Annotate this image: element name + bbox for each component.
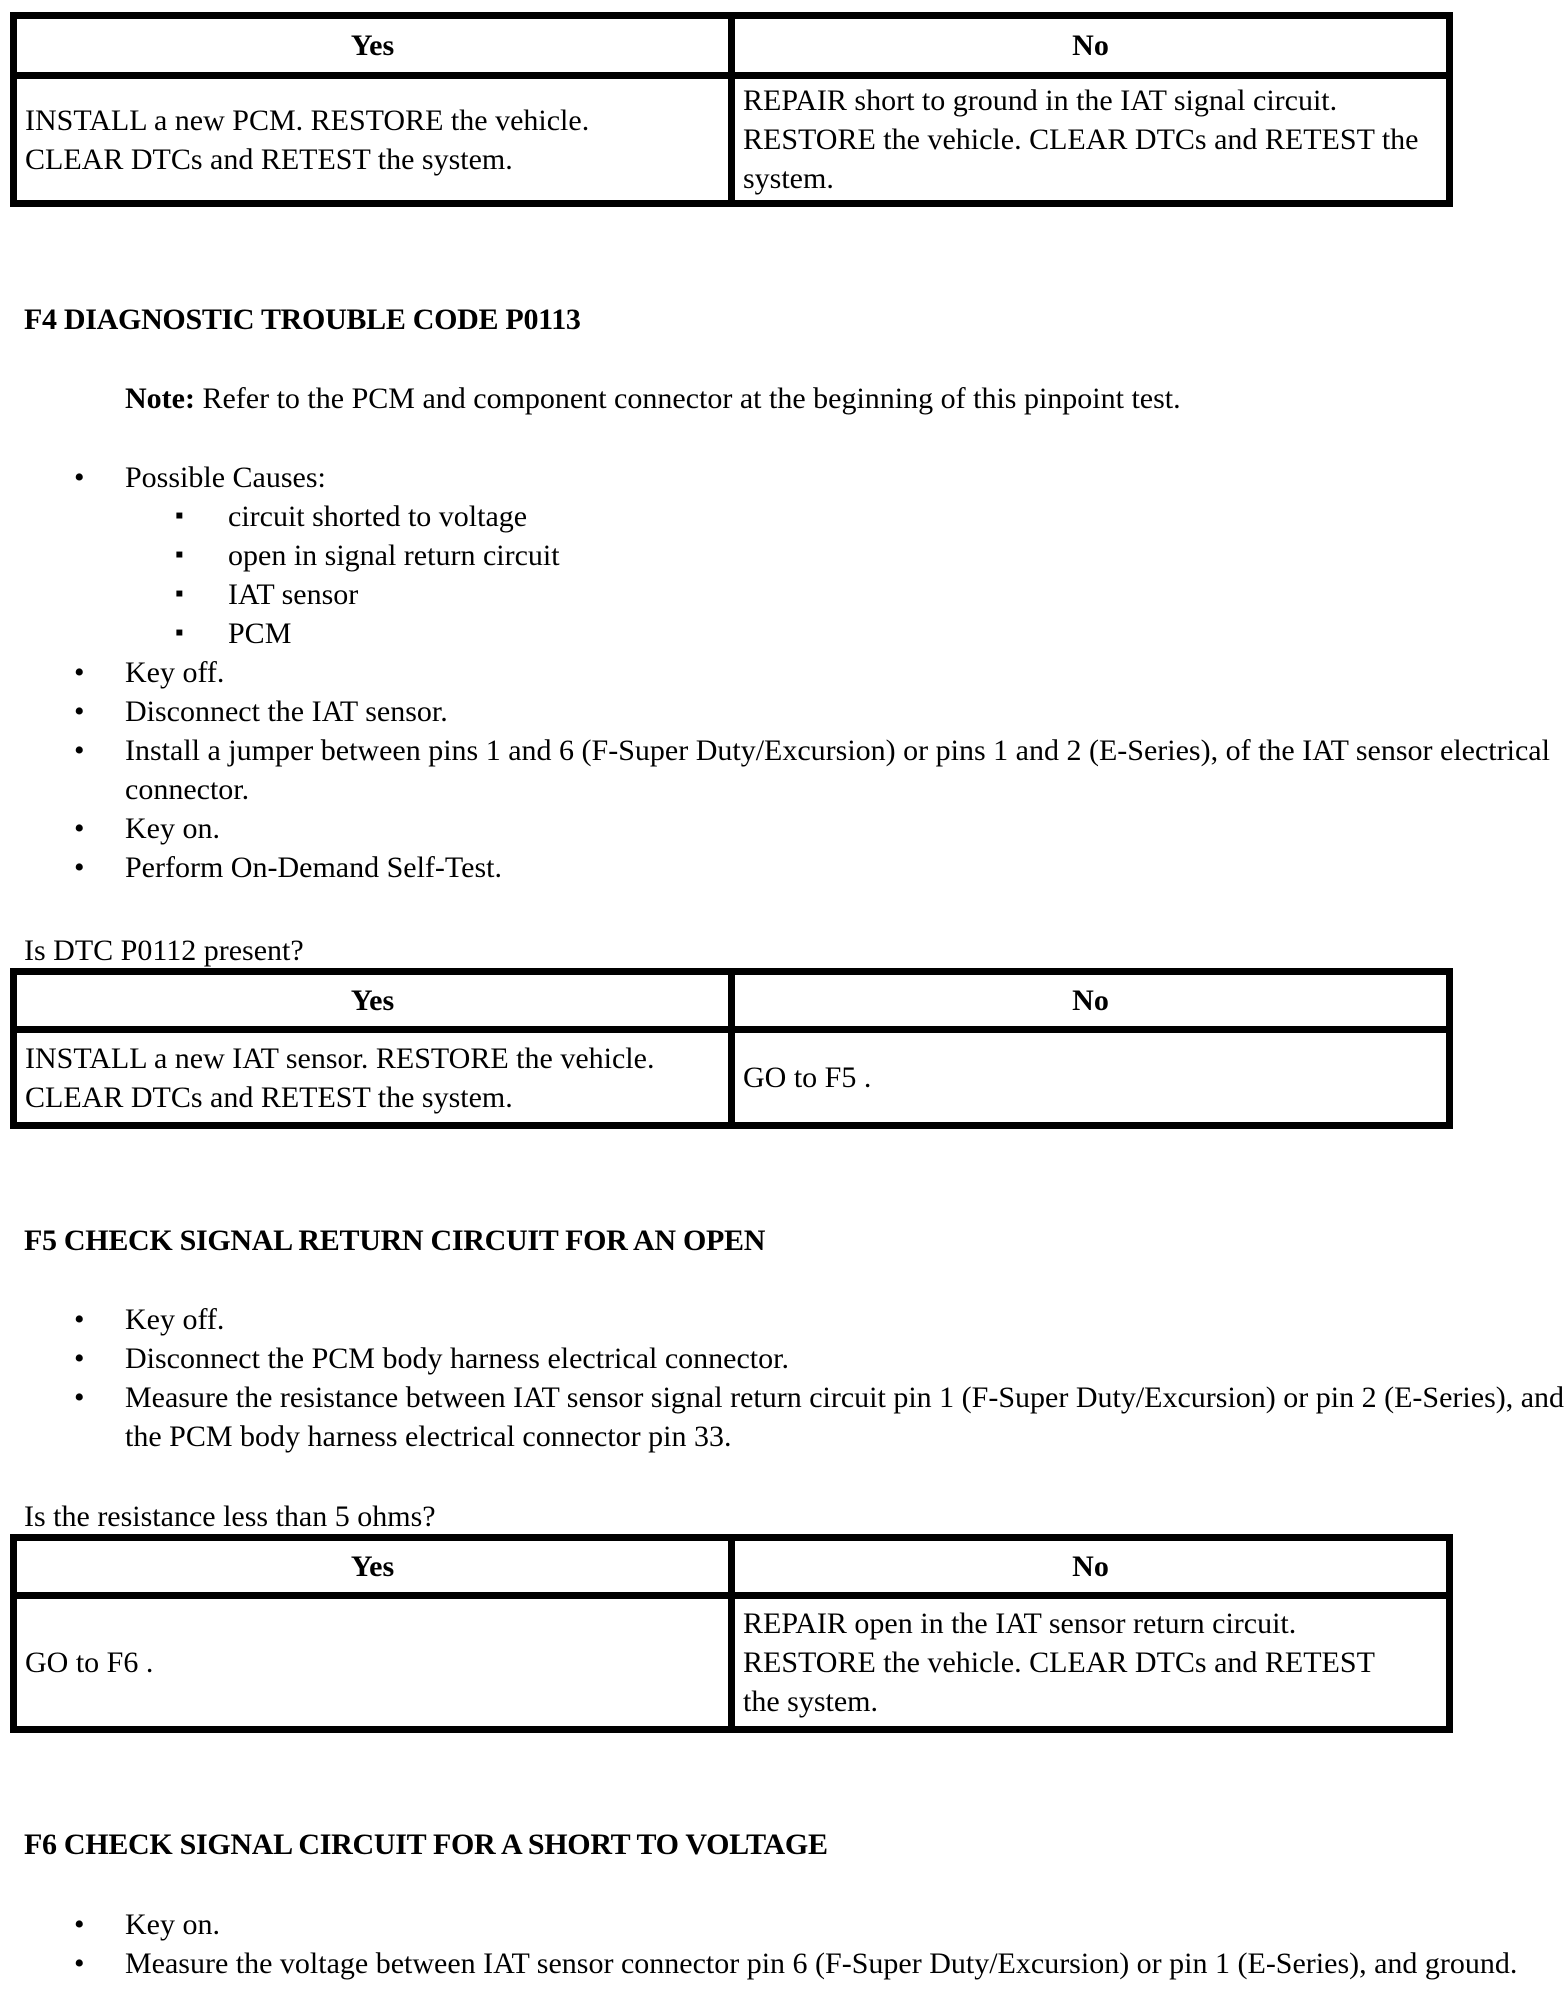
list-item [0,458,1565,653]
yes-header: Yes [14,16,732,76]
result-table-f4 [10,968,1453,1129]
f6-steps-list [0,1905,1565,1983]
no-header: No [732,1538,1450,1596]
list-item: • Key on. [0,1905,1565,1944]
list-item: • Disconnect the IAT sensor. [0,692,1565,731]
list-item: • Key on. [0,809,1565,848]
causes-list [125,497,1565,653]
list-item: • Key off. [0,1300,1565,1339]
note-label: Note: [125,382,195,415]
yes-header: Yes [14,1538,732,1596]
list-item: • Perform On-Demand Self-Test. [0,848,1565,887]
result-table-f3 [10,12,1453,207]
question-f4: Is DTC P0112 present? [24,934,304,967]
yes-cell: INSTALL a new PCM. RESTORE the vehicle. CLEAR DTCs and RETEST the system. [14,76,732,204]
note [125,379,1181,418]
cause-item: ▪ PCM [125,614,1565,653]
list-item: • Disconnect the PCM body harness electrical connector. [0,1339,1565,1378]
yes-header: Yes [14,972,732,1030]
no-header: No [732,16,1450,76]
note-text: Refer to the PCM and component connector at the beginning of this pinpoint test. [194,382,1181,415]
section-heading-f6: F6 CHECK SIGNAL CIRCUIT FOR A SHORT TO VOLTAGE [24,1828,828,1861]
f5-steps-list [0,1300,1565,1456]
cause-item: ▪ IAT sensor [125,575,1565,614]
list-item: • Install a jumper between pins 1 and 6 (F-Super Duty/Excursion) or pins 1 and 2 (E-Series), of the IAT sensor electrical connector. [0,731,1565,809]
result-table-f5 [10,1534,1453,1733]
question-f5: Is the resistance less than 5 ohms? [24,1500,436,1533]
no-header: No [732,972,1450,1030]
list-item: • Measure the resistance between IAT sensor signal return circuit pin 1 (F-Super Duty/Excursion) or pin 2 (E-Series), and the PCM body harness electrical connector pin 33. [0,1378,1565,1456]
yes-cell: GO to F6 . [14,1596,732,1730]
yes-cell: INSTALL a new IAT sensor. RESTORE the vehicle. CLEAR DTCs and RETEST the system. [14,1030,732,1126]
cause-item: ▪ circuit shorted to voltage [125,497,1565,536]
list-item: • Measure the voltage between IAT sensor connector pin 6 (F-Super Duty/Excursion) or pin 1 (E-Series), and ground. [0,1944,1565,1983]
no-cell: REPAIR short to ground in the IAT signal circuit. RESTORE the vehicle. CLEAR DTCs and RETEST the system. [732,76,1450,204]
no-cell: REPAIR open in the IAT sensor return circuit. RESTORE the vehicle. CLEAR DTCs and RETEST the system. [732,1596,1450,1730]
section-heading-f4: F4 DIAGNOSTIC TROUBLE CODE P0113 [24,303,581,336]
possible-causes-label: Possible Causes: [125,461,326,494]
no-cell: GO to F5 . [732,1030,1450,1126]
section-heading-f5: F5 CHECK SIGNAL RETURN CIRCUIT FOR AN OPEN [24,1224,766,1257]
cause-item: ▪ open in signal return circuit [125,536,1565,575]
f4-steps-list [0,458,1565,887]
list-item: • Key off. [0,653,1565,692]
